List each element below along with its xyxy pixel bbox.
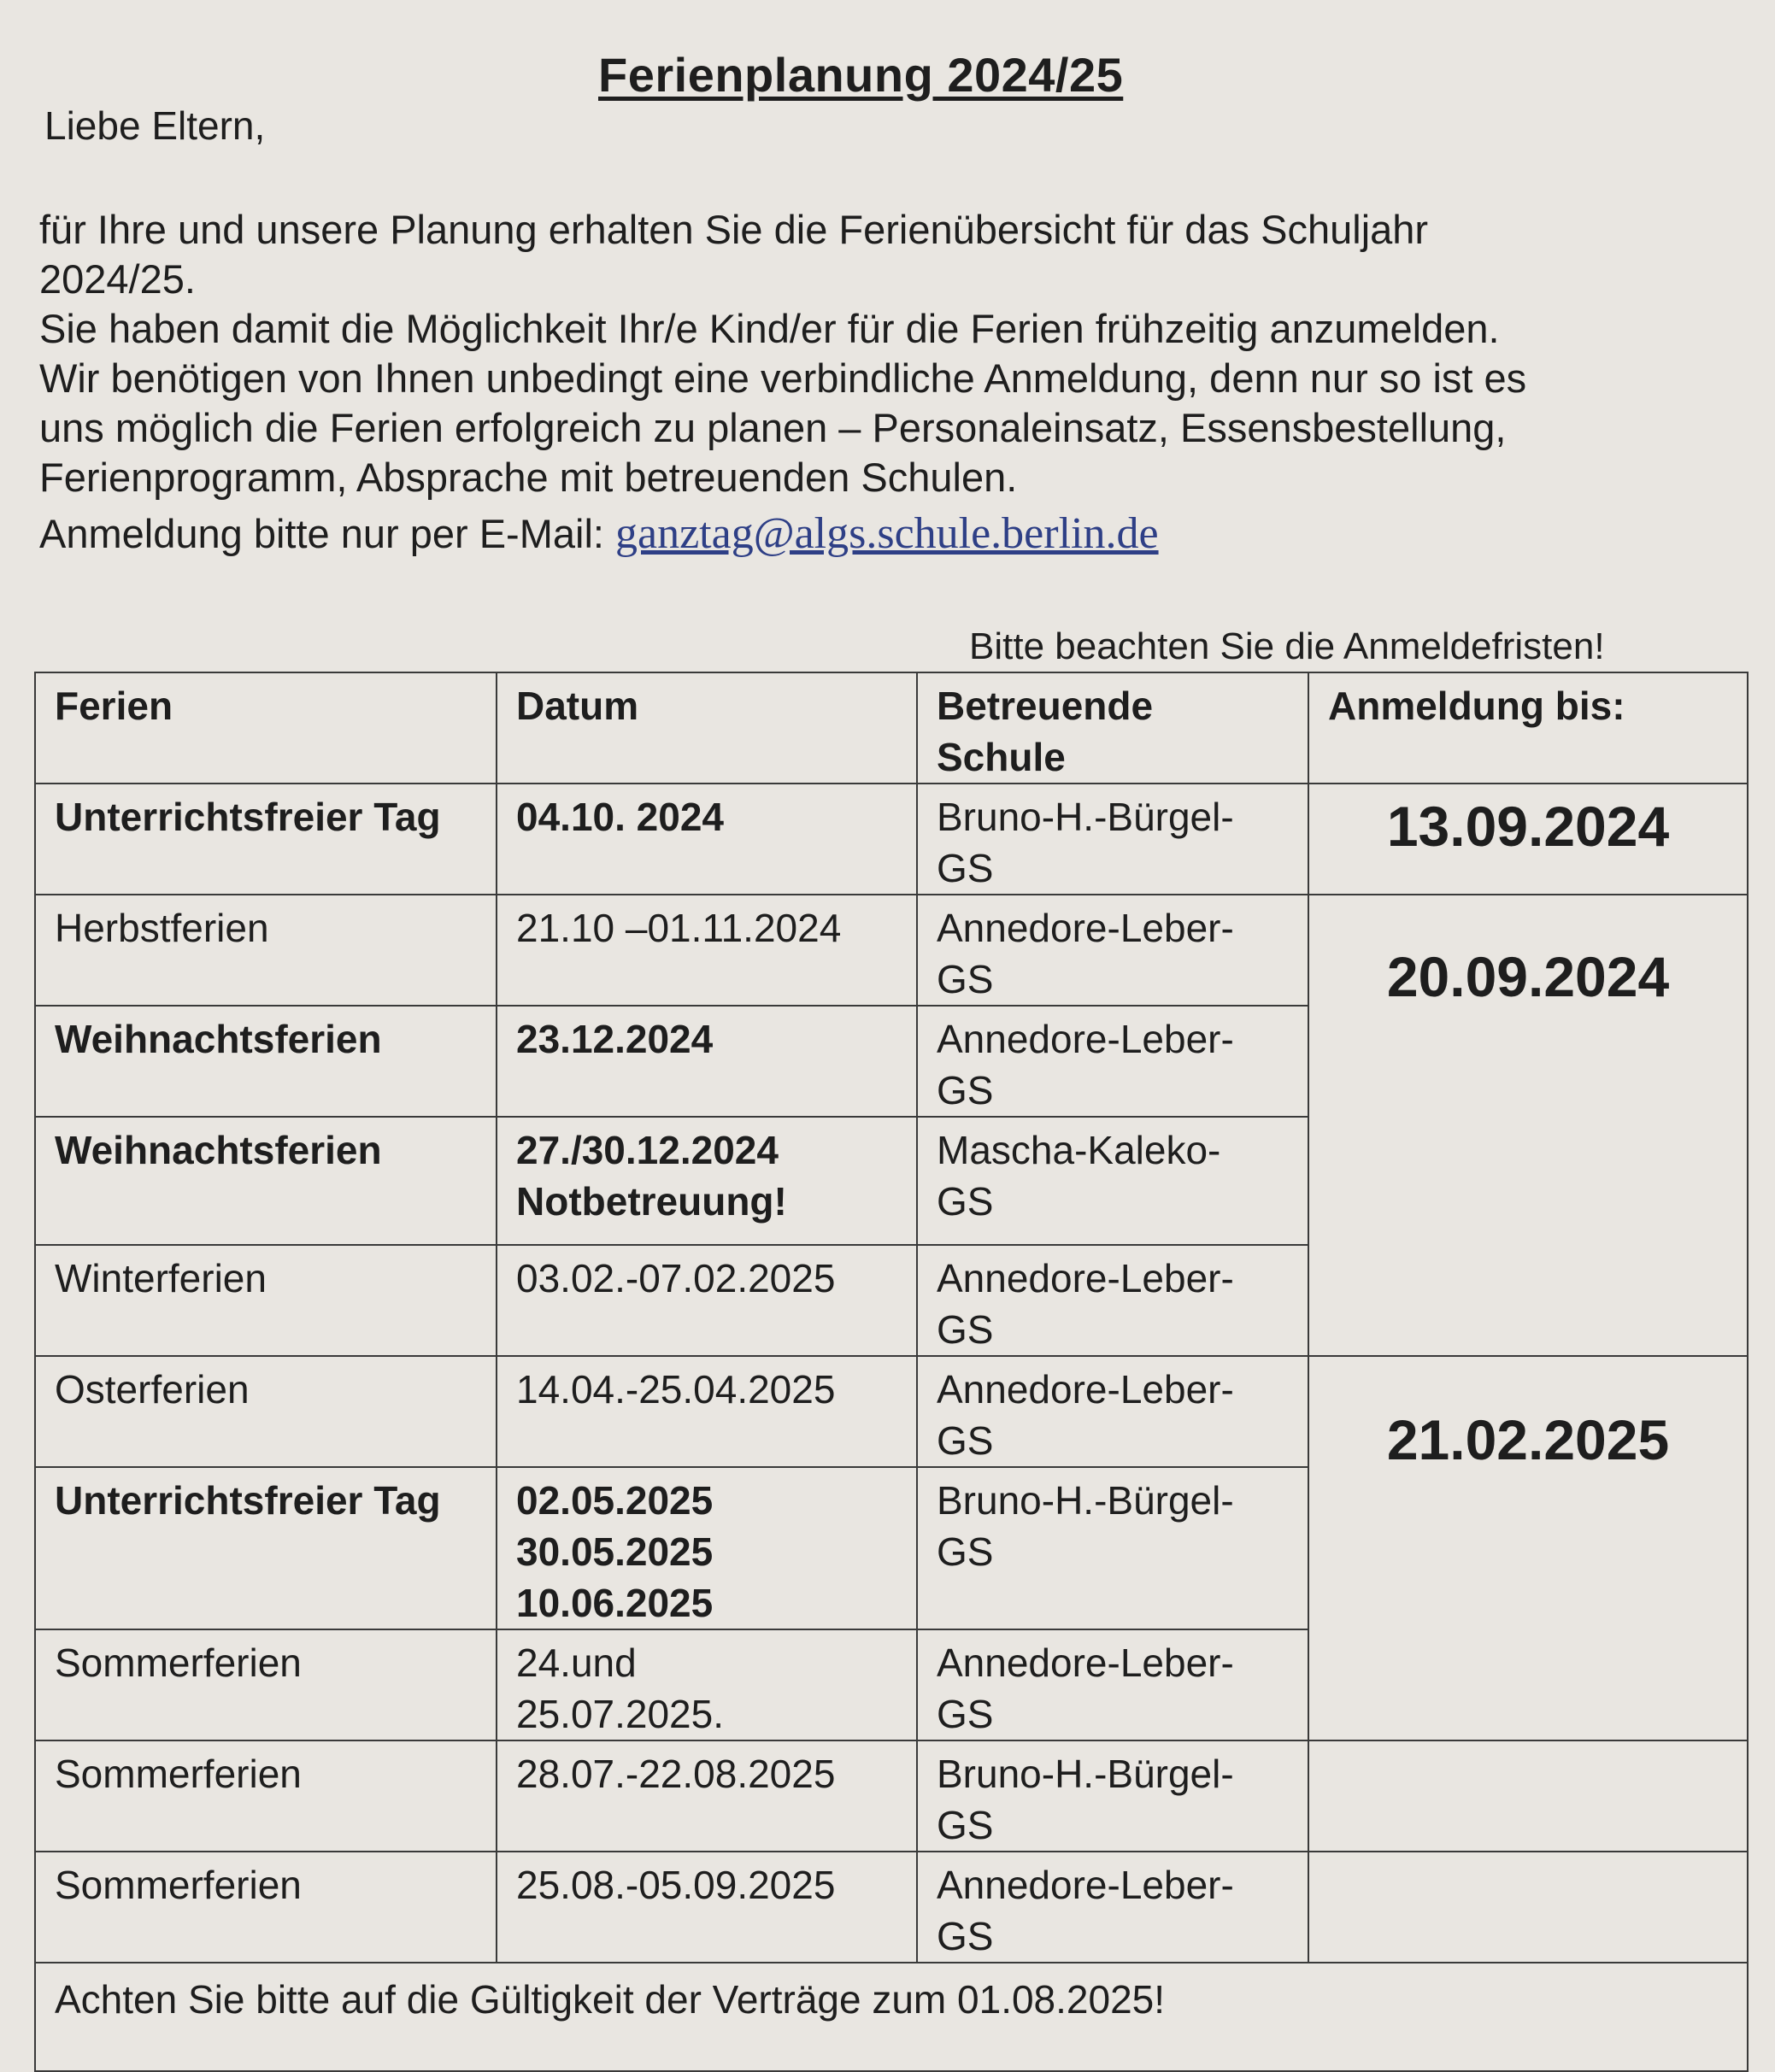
cell-datum: [497, 1356, 917, 1467]
datum-line: 03.02.-07.02.2025: [516, 1256, 836, 1300]
schule-line: GS: [937, 1068, 994, 1112]
cell-schule: [917, 1852, 1308, 1963]
cell-schule: [917, 1245, 1308, 1356]
intro-line: Wir benötigen von Ihnen unbedingt eine verbindliche Anmeldung, denn nur so ist es: [39, 355, 1527, 401]
datum-line: 25.08.-05.09.2025: [516, 1863, 836, 1907]
schule-line: GS: [937, 1914, 994, 1958]
table-row: [35, 1356, 1748, 1467]
schule-line: Bruno-H.-Bürgel-: [937, 1478, 1234, 1523]
intro-line: Sie haben damit die Möglichkeit Ihr/e Kind/er für die Ferien frühzeitig anzumelden.: [39, 306, 1500, 351]
cell-deadline: 21.02.2025: [1308, 1356, 1748, 1740]
schule-line: Annedore-Leber-: [937, 1367, 1234, 1412]
cell-ferien: Sommerferien: [35, 1852, 497, 1963]
cell-ferien: Herbstferien: [35, 895, 497, 1006]
table-header-row: [35, 672, 1748, 784]
intro-line: uns möglich die Ferien erfolgreich zu planen – Personaleinsatz, Essensbestellung,: [39, 405, 1507, 450]
table-row: [35, 784, 1748, 895]
intro-line: für Ihre und unsere Planung erhalten Sie die Ferienübersicht für das Schuljahr: [39, 207, 1429, 252]
datum-line: 21.10 –01.11.2024: [516, 906, 842, 950]
cell-ferien: Sommerferien: [35, 1629, 497, 1740]
schule-line: GS: [937, 1418, 994, 1463]
datum-line: 23.12.2024: [516, 1017, 714, 1061]
cell-deadline-empty: [1308, 1852, 1748, 1963]
cell-datum: [497, 1006, 917, 1117]
schule-line: Annedore-Leber-: [937, 1017, 1234, 1061]
datum-line: 24.und: [516, 1641, 637, 1685]
registration-line: [39, 509, 1740, 559]
registration-text: Anmeldung bitte nur per E-Mail:: [39, 511, 604, 556]
datum-line: Notbetreuung!: [516, 1179, 787, 1224]
deadline-note: Bitte beachten Sie die Anmeldefristen!: [969, 625, 1605, 667]
table-row: [35, 1852, 1748, 1963]
intro-paragraph: [39, 205, 1740, 502]
schule-line: GS: [937, 957, 994, 1001]
cell-ferien: Winterferien: [35, 1245, 497, 1356]
datum-line: 28.07.-22.08.2025: [516, 1752, 836, 1796]
cell-deadline: 13.09.2024: [1308, 784, 1748, 895]
schule-line: Bruno-H.-Bürgel-: [937, 795, 1234, 839]
cell-ferien: Osterferien: [35, 1356, 497, 1467]
datum-line: 25.07.2025.: [516, 1692, 725, 1736]
cell-datum: [497, 895, 917, 1006]
cell-ferien: Unterrichtsfreier Tag: [35, 784, 497, 895]
intro-text: [39, 205, 1740, 559]
datum-line: 27./30.12.2024: [516, 1128, 779, 1172]
schule-line: Annedore-Leber-: [937, 906, 1234, 950]
cell-schule: [917, 1006, 1308, 1117]
datum-line: 30.05.2025: [516, 1529, 714, 1574]
header-datum: Datum: [497, 672, 917, 784]
header-schule-line: Betreuende: [937, 684, 1154, 728]
cell-datum: [497, 1117, 917, 1245]
cell-deadline-empty: [1308, 1740, 1748, 1852]
cell-schule: [917, 1740, 1308, 1852]
cell-datum: [497, 1467, 917, 1629]
email-link[interactable]: ganztag@algs.schule.berlin.de: [615, 509, 1159, 558]
datum-line: 04.10. 2024: [516, 795, 725, 839]
cell-deadline: 20.09.2024: [1308, 895, 1748, 1356]
intro-line: Ferienprogramm, Absprache mit betreuenden Schulen.: [39, 455, 1018, 500]
cell-datum: [497, 1245, 917, 1356]
table-row: [35, 1740, 1748, 1852]
holiday-table: [34, 672, 1749, 2072]
datum-line: 14.04.-25.04.2025: [516, 1367, 836, 1412]
cell-schule: [917, 895, 1308, 1006]
table-footer-row: [35, 1963, 1748, 2071]
cell-datum: [497, 784, 917, 895]
cell-schule: [917, 784, 1308, 895]
schule-line: GS: [937, 1803, 994, 1847]
header-schule: [917, 672, 1308, 784]
schule-line: GS: [937, 846, 994, 890]
schule-line: GS: [937, 1529, 994, 1574]
greeting: Liebe Eltern,: [44, 103, 266, 148]
schule-line: GS: [937, 1179, 994, 1224]
cell-ferien: Sommerferien: [35, 1740, 497, 1852]
table-footer-note: Achten Sie bitte auf die Gültigkeit der Verträge zum 01.08.2025!: [35, 1963, 1748, 2071]
intro-line: 2024/25.: [39, 256, 196, 302]
schule-line: Bruno-H.-Bürgel-: [937, 1752, 1234, 1796]
schule-line: GS: [937, 1307, 994, 1352]
table-row: [35, 895, 1748, 1006]
cell-schule: [917, 1356, 1308, 1467]
cell-ferien: Weihnachtsferien: [35, 1117, 497, 1245]
schule-line: Annedore-Leber-: [937, 1863, 1234, 1907]
datum-line: 02.05.2025: [516, 1478, 714, 1523]
header-anmeldung: Anmeldung bis:: [1308, 672, 1748, 784]
cell-datum: [497, 1740, 917, 1852]
cell-ferien: Weihnachtsferien: [35, 1006, 497, 1117]
datum-line: 10.06.2025: [516, 1581, 714, 1625]
cell-datum: [497, 1629, 917, 1740]
cell-ferien: Unterrichtsfreier Tag: [35, 1467, 497, 1629]
header-schule-line: Schule: [937, 735, 1066, 779]
schule-line: Annedore-Leber-: [937, 1641, 1234, 1685]
schule-line: Mascha-Kaleko-: [937, 1128, 1221, 1172]
header-ferien: Ferien: [35, 672, 497, 784]
schule-line: Annedore-Leber-: [937, 1256, 1234, 1300]
cell-datum: [497, 1852, 917, 1963]
cell-schule: [917, 1629, 1308, 1740]
schule-line: GS: [937, 1692, 994, 1736]
cell-schule: [917, 1467, 1308, 1629]
page-title: Ferienplanung 2024/25: [598, 48, 1124, 102]
cell-schule: [917, 1117, 1308, 1245]
